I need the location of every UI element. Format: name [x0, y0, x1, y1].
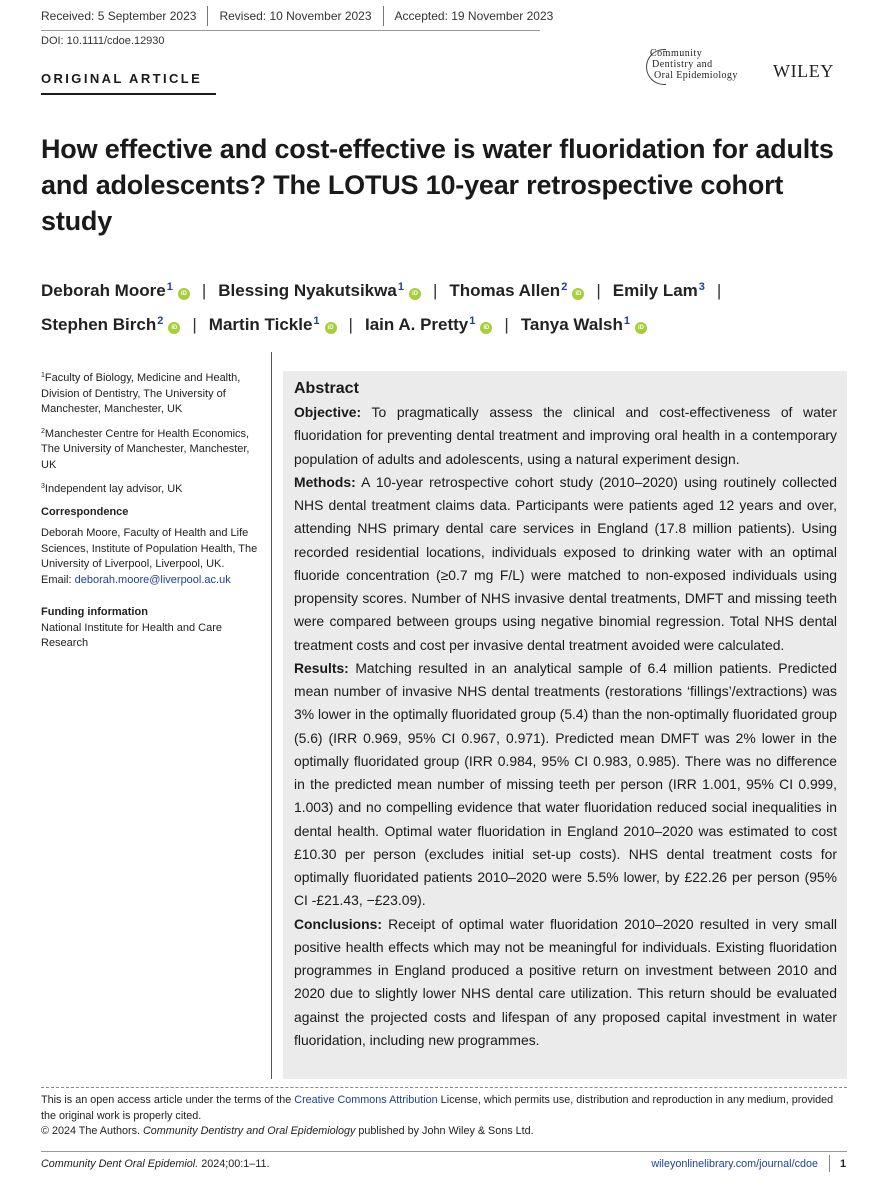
accepted-date: Accepted: 19 November 2023	[394, 9, 554, 23]
orcid-icon[interactable]: iD	[325, 322, 337, 334]
sidebar-info	[41, 368, 261, 658]
author-name[interactable]: Tanya Walsh	[520, 315, 623, 334]
abstract-heading: Abstract	[294, 380, 359, 397]
affiliation-item: $^2$Manchester Centre for Health Economics, The University of Manchester, Manchester, UK	[41, 427, 250, 471]
email-link[interactable]: deborah.moore@liverpool.ac.uk	[74, 573, 231, 586]
affiliations	[41, 368, 261, 498]
affiliation-marker[interactable]: 2	[157, 315, 164, 327]
article-type-rule	[41, 93, 216, 95]
author-entry	[449, 281, 584, 300]
publication-dates	[41, 6, 553, 26]
journal-url-link[interactable]: wileyonlinelibrary.com/journal/cdoe	[651, 1158, 818, 1170]
received-date: Received: 5 September 2023	[41, 9, 197, 23]
citation: Community Dent Oral Epidemiol. 2024;00:1–11.	[41, 1158, 270, 1170]
author-name[interactable]: Iain A. Pretty	[364, 315, 469, 334]
creative-commons-link[interactable]: Creative Commons Attribution	[294, 1094, 438, 1106]
author-entry	[209, 315, 337, 334]
correspondence-text: Deborah Moore, Faculty of Health and Life Sciences, Institute of Population Health, The University of Liverpool, Liverpool, UK. Email: deborah.moore@liverpool.ac.uk	[41, 527, 258, 586]
license-notice: This is an open access article under the terms of the Creative Commons Attribution License, which permits use, distribution and reproduction in any medium, provided the original work is properly cited. © 2024 The Authors. Community Dentistry and Oral Epidemiology published by John Wiley & Sons Ltd.	[41, 1094, 834, 1137]
author-separator: |	[348, 315, 353, 334]
author-entry	[613, 281, 705, 300]
author-name[interactable]: Deborah Moore	[41, 281, 166, 300]
divider	[207, 6, 208, 26]
orcid-icon[interactable]: iD	[409, 288, 421, 300]
affiliation-item: $^3$Independent lay advisor, UK	[41, 483, 183, 495]
orcid-icon[interactable]: iD	[572, 288, 584, 300]
revised-date: Revised: 10 November 2023	[219, 9, 372, 23]
abstract-results: Results: Matching resulted in an analytical sample of 6.4 million patients. Predicted mean number of invasive NHS dental treatments (restorations ‘fillings’/extractions) was 3% lower in the optimally fluoridated group (5.4) than the non-optimally fluoridated group (5.6) (IRR 0.969, 95% CI 0.967, 0.971). Predicted mean DMFT was 2% lower in the optimally fluoridated group (IRR 0.984, 95% CI 0.983, 0.985). There was no difference in the predicted mean number of missing teeth per person (IRR 1.001, 95% CI 0.999, 1.003) and no compelling evidence that water fluoridation reduced social inequalities in dental health. Optimal water fluoridation in England 2010–2020 was estimated to cost £10.30 per person (excludes initial set-up costs). NHS dental treatment costs for optimally fluoridated patients 2010–2020 were 5.5% lower, by £22.26 per person (95% CI -£21.43, −£23.09).	[294, 659, 837, 909]
author-entry	[218, 281, 421, 300]
journal-logo	[646, 48, 770, 96]
affiliation-marker[interactable]: 1	[469, 315, 476, 327]
author-separator: |	[201, 281, 207, 300]
orcid-icon[interactable]: iD	[635, 322, 647, 334]
author-name[interactable]: Emily Lam	[612, 281, 698, 300]
author-name[interactable]: Blessing Nyakutsikwa	[218, 281, 397, 300]
author-separator: |	[432, 281, 438, 300]
affiliation-marker[interactable]: 3	[698, 281, 705, 293]
journal-logo-line2: Dentistry and	[652, 59, 713, 70]
author-entry	[365, 315, 492, 334]
author-entry	[41, 315, 180, 334]
author-separator: |	[192, 315, 197, 334]
author-list	[41, 272, 831, 340]
abstract	[294, 377, 837, 1052]
affiliation-marker[interactable]: 1	[313, 315, 320, 327]
footer-divider	[41, 1151, 847, 1152]
page-number: 1	[840, 1158, 847, 1170]
author-name[interactable]: Thomas Allen	[449, 281, 561, 300]
author-separator: |	[596, 281, 601, 300]
author-entry	[41, 281, 190, 300]
orcid-icon[interactable]: iD	[178, 288, 190, 300]
publisher-logo: WILEY	[773, 61, 834, 81]
abstract-objective: Objective: To pragmatically assess the clinical and cost-effectiveness of water fluoridation for preventing dental treatment and improving oral health in a contemporary population of adults and adolescents, using a natural experiment design.	[294, 404, 837, 467]
article-type: ORIGINAL ARTICLE	[41, 71, 203, 86]
journal-logo-line1: Community	[650, 48, 703, 59]
correspondence-heading: Correspondence	[41, 505, 129, 518]
author-name[interactable]: Stephen Birch	[41, 315, 157, 334]
divider	[383, 6, 384, 26]
dates-underline	[41, 30, 540, 31]
affiliation-marker[interactable]: 1	[166, 281, 173, 293]
abstract-conclusions: Conclusions: Receipt of optimal water fluoridation 2010–2020 resulted in very small positive health effects which may not be meaningful for individuals. Existing fluoridation programmes in England produced a positive return on investment between 2010 and 2020 due to slightly lower NHS dental care utilization. This return should be evaluated against the projected costs and lifespan of any proposed capital investment in water fluoridation, including new programmes.	[294, 915, 837, 1048]
orcid-icon[interactable]: iD	[168, 322, 180, 334]
author-name[interactable]: Martin Tickle	[208, 315, 313, 334]
affiliation-marker[interactable]: 2	[561, 281, 568, 293]
funding-text: National Institute for Health and Care Research	[41, 621, 222, 649]
affiliation-item: $^1$Faculty of Biology, Medicine and Health, Division of Dentistry, The University of Manchester, Manchester, UK	[41, 372, 241, 415]
column-divider	[271, 352, 272, 1079]
orcid-icon[interactable]: iD	[480, 322, 492, 334]
author-entry	[521, 315, 647, 334]
author-separator: |	[504, 315, 509, 334]
author-separator: |	[716, 281, 722, 300]
affiliation-marker[interactable]: 1	[397, 281, 404, 293]
page-divider	[829, 1155, 830, 1172]
license-divider	[41, 1087, 847, 1088]
abstract-methods: Methods: A 10-year retrospective cohort study (2010–2020) using routinely collected NHS dental treatment claims data. Participants were patients aged 12 years and over, attending NHS primary dental care services in England (17.8 million patients). Using recorded residential locations, individuals exposed to drinking water with an optimal fluoride concentration (≥0.7 mg F/L) were matched to non-exposed individuals using propensity scores. Number of NHS invasive dental treatments, DMFT and missing teeth were compared between groups using negative binomial regression. Total NHS dental treatment costs and cost per invasive dental treatment avoided were calculated.	[294, 473, 837, 653]
affiliation-marker[interactable]: 1	[623, 315, 630, 327]
funding-heading: Funding information	[41, 606, 148, 618]
article-title: How effective and cost-effective is water fluoridation for adults and adolescents? The LOTUS 10-year retrospective cohort study	[41, 134, 834, 236]
doi[interactable]: DOI: 10.1111/cdoe.12930	[41, 35, 165, 47]
journal-logo-line3: Oral Epidemiology	[654, 70, 738, 81]
